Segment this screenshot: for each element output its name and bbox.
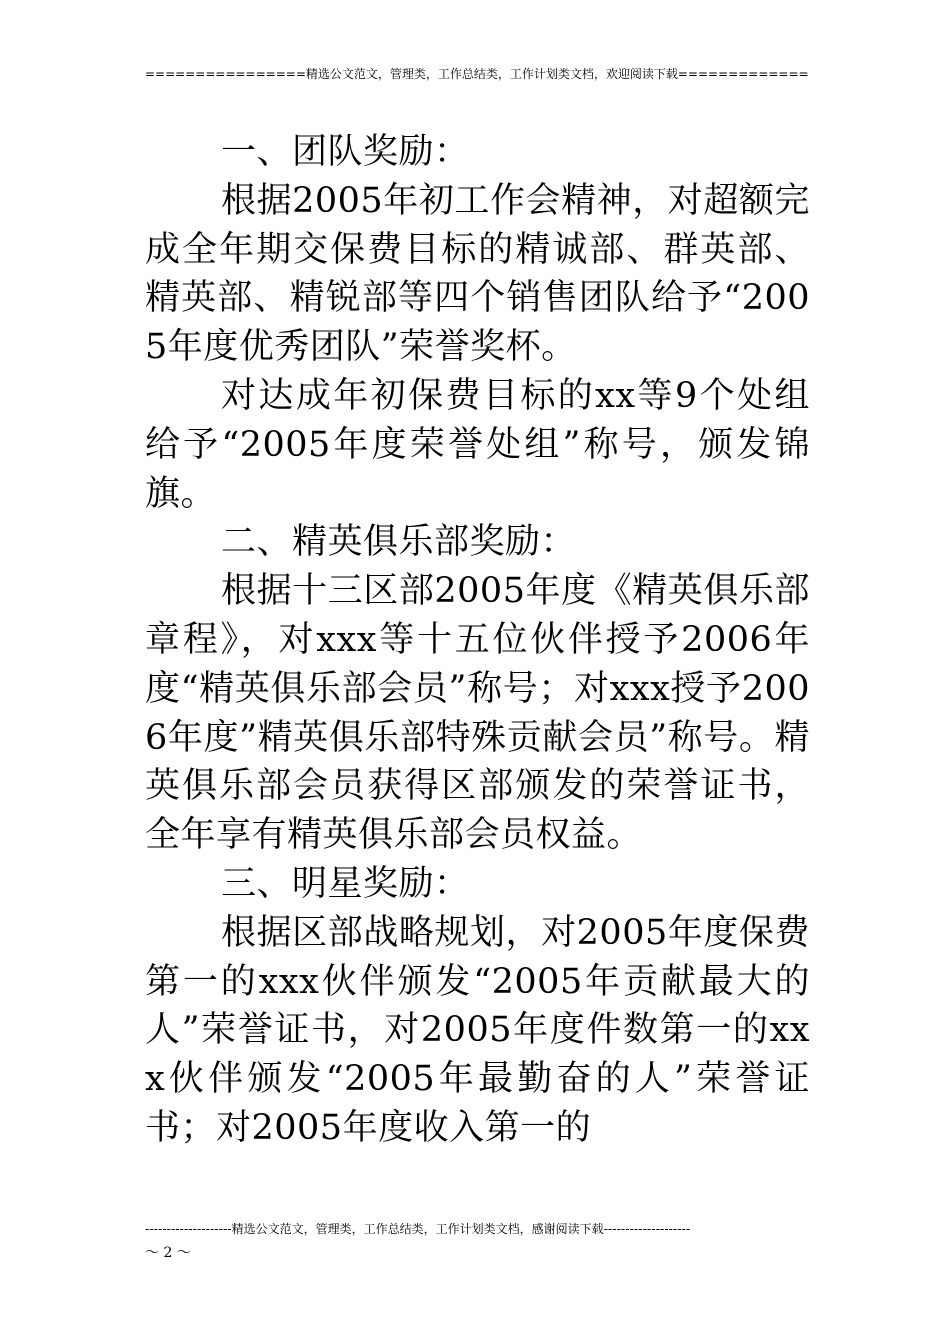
paragraph-elite-club: 根据十三区部2005年度《精英俱乐部章程》，对xxx等十五位伙伴授予2006年度“精英俱乐部会员”称号；对xxx授予2006年度”精英俱乐部特殊贡献会员”称号。精英俱乐部会员获得区部颁发的荣誉证书，全年享有精英俱乐部会员权益。 [145, 571, 810, 856]
section-heading-elite-club: 二、精英俱乐部奖励： [221, 522, 577, 563]
paragraph-honor-group: 对达成年初保费目标的xx等9个处组给予“2005年度荣誉处组”称号，颁发锦旗。 [145, 375, 810, 514]
page-header: ================精选公文范文，管理类，工作总结类，工作计划类文档，欢迎阅读下载============= [145, 67, 809, 81]
section-heading-team-award: 一、团队奖励： [221, 132, 470, 172]
page-number: ～ 2 ～ [145, 1245, 191, 1261]
document-body [145, 128, 810, 1153]
paragraph-star-award: 根据区部战略规划，对2005年度保费第一的xxx伙伴颁发“2005年贡献最大的人”荣誉证书，对2005年度件数第一的xxx伙伴颁发“2005年最勤奋的人”荣誉证书；对2005年度收入第一的 [145, 912, 810, 1148]
section-heading-star-award: 三、明星奖励： [221, 863, 470, 904]
page-footer: --------------------精选公文范文，管理类，工作总结类，工作计划类文档，感谢阅读下载-------------------- [145, 1222, 691, 1236]
paragraph-team-award: 根据2005年初工作会精神，对超额完成全年期交保费目标的精诚部、群英部、精英部、精锐部等四个销售团队给予“2005年度优秀团队”荣誉奖杯。 [145, 180, 810, 368]
